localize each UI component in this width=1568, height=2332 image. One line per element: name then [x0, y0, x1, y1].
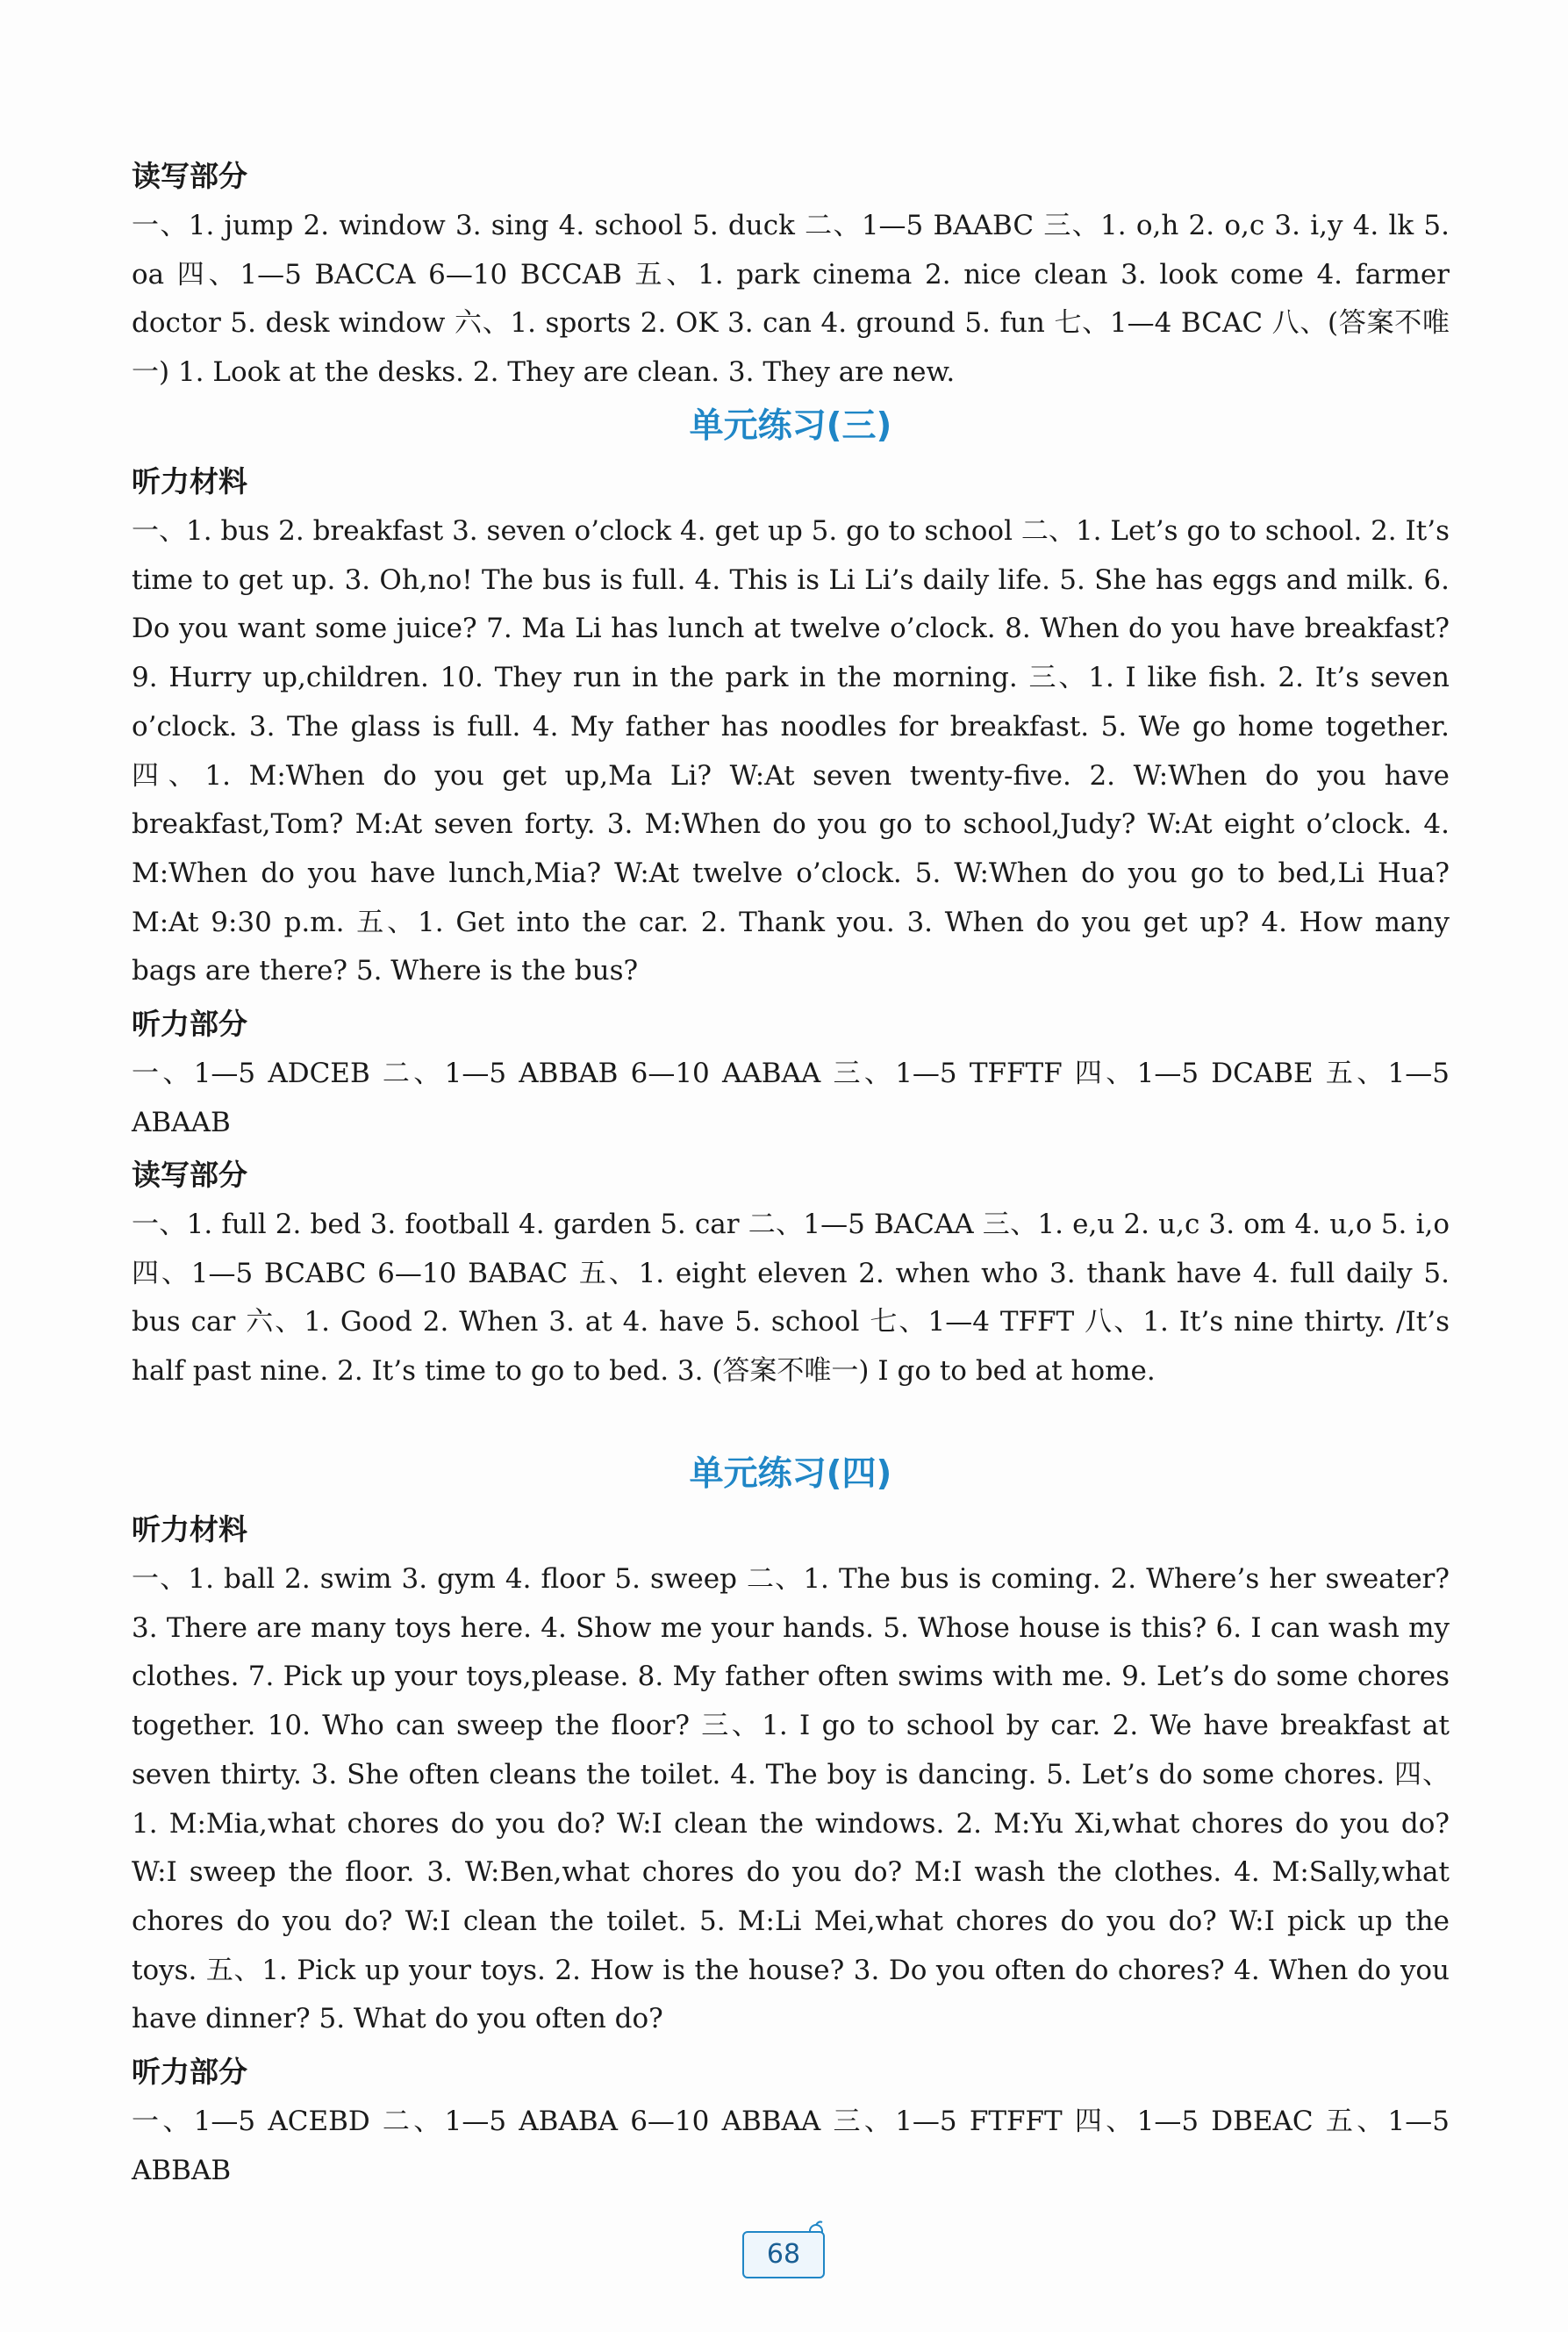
- page-number: 68: [742, 2231, 825, 2278]
- section-heading-listening-material: 听力材料: [132, 464, 247, 499]
- section-heading-reading-writing: 读写部分: [132, 1158, 247, 1192]
- section-heading-reading-writing: 读写部分: [132, 159, 247, 193]
- section-heading-listening-part: 听力部分: [132, 2055, 247, 2089]
- unit-title-4: 单元练习(四): [689, 1454, 892, 1494]
- answer-key-page: [132, 149, 1450, 2196]
- section-heading-listening-part: 听力部分: [132, 1007, 247, 1041]
- listening-answer-text: 一、1—5 ACEBD 二、1—5 ABABA 6—10 ABBAA 三、1—5 FTFFT 四、1—5 DBEAC 五、1—5 ABBAB: [132, 2106, 1450, 2186]
- page-number-badge: [735, 2221, 832, 2282]
- unit-title-3: 单元练习(三): [689, 406, 892, 446]
- listening-answer-text: 一、1—5 ADCEB 二、1—5 ABBAB 6—10 AABAA 三、1—5 TFFTF 四、1—5 DCABE 五、1—5 ABAAB: [132, 1058, 1450, 1138]
- listening-material-text: 一、1. bus 2. breakfast 3. seven o’clock 4. get up 5. go to school 二、1. Let’s go to school. 2. It’s time to get up. 3. Oh,no! The bus is full. 4. This is Li Li’s daily life. 5. She has eggs and milk. 6. Do you want some juice? 7. Ma Li has lunch at twelve o’clock. 8. When do you have breakfast? 9. Hurry up,children. 10. They run in the park in the morning. 三、1. I like fish. 2. It’s seven o’clock. 3. The glass is full. 4. My father has noodles for breakfast. 5. We go home together. 四、1. M:When do you get up,Ma Li? W:At seven twenty-five. 2. W:When do you have breakfast,Tom? M:At seven forty. 3. M:When do you go to school,Judy? W:At eight o’clock. 4. M:When do you have lunch,Mia? W:At twelve o’clock. 5. W:When do you go to bed,Li Hua? M:At 9:30 p.m. 五、1. Get into the car. 2. Thank you. 3. When do you get up? 4. How many bags are there? 5. Where is the bus?: [132, 515, 1450, 987]
- reading-writing-answer-text: 一、1. full 2. bed 3. football 4. garden 5. car 二、1—5 BACAA 三、1. e,u 2. u,c 3. om 4. u,o 5. i,o 四、1—5 BCABC 6—10 BABAC 五、1. eight eleven 2. when who 3. thank have 4. full daily 5. bus car 六、1. Good 2. When 3. at 4. have 5. school 七、1—4 TFFT 八、1. It’s nine thirty. /It’s half past nine. 2. It’s time to go to bed. 3. (答案不唯一) I go to bed at home.: [132, 1209, 1450, 1388]
- section-heading-listening-material: 听力材料: [132, 1512, 247, 1546]
- listening-material-text: 一、1. ball 2. swim 3. gym 4. floor 5. sweep 二、1. The bus is coming. 2. Where’s her sweater? 3. There are many toys here. 4. Show me your hands. 5. Whose house is this? 6. I can wash my clothes. 7. Pick up your toys,please. 8. My father often swims with me. 9. Let’s do some chores together. 10. Who can sweep the floor? 三、1. I go to school by car. 2. We have breakfast at seven thirty. 3. She often cleans the toilet. 4. The boy is dancing. 5. Let’s do some chores. 四、1. M:Mia,what chores do you do? W:I clean the windows. 2. M:Yu Xi,what chores do you do? W:I sweep the floor. 3. W:Ben,what chores do you do? M:I wash the clothes. 4. M:Sally,what chores do you do? W:I clean the toilet. 5. M:Li Mei,what chores do you do? W:I pick up the toys. 五、1. Pick up your toys. 2. How is the house? 3. Do you often do chores? 4. When do you have dinner? 5. What do you often do?: [132, 1563, 1450, 2035]
- answer-text: 一、1. jump 2. window 3. sing 4. school 5. duck 二、1—5 BAABC 三、1. o,h 2. o,c 3. i,y 4. lk 5. oa 四、1—5 BACCA 6—10 BCCAB 五、1. park cinema 2. nice clean 3. look come 4. farmer doctor 5. desk window 六、1. sports 2. OK 3. can 4. ground 5. fun 七、1—4 BCAC 八、(答案不唯一) 1. Look at the desks. 2. They are clean. 3. They are new.: [132, 210, 1450, 389]
